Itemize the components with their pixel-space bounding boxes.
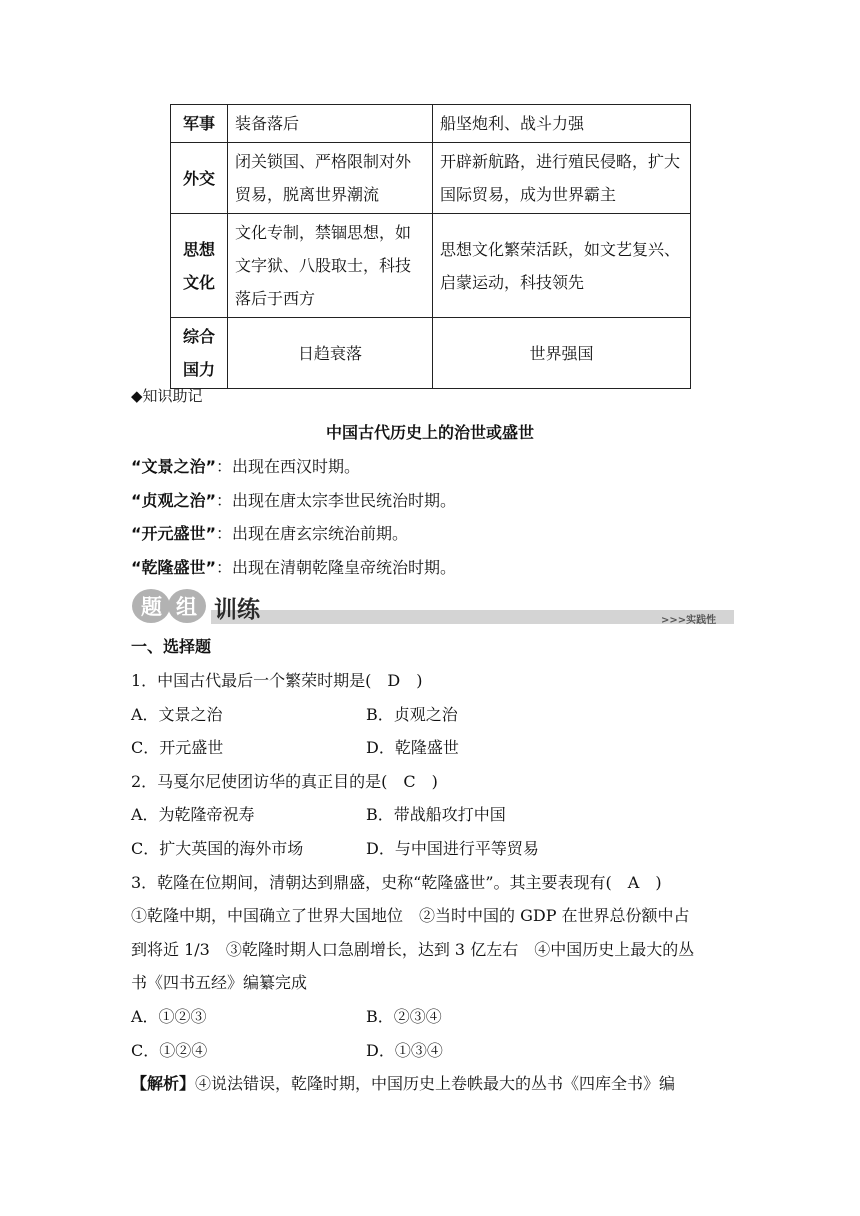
section-title: 一、选择题 (131, 637, 212, 656)
question-3-line: 书《四书五经》编纂完成 (131, 973, 308, 992)
table-cell: 思想文化繁荣活跃，如文艺复兴、启蒙运动，科技领先 (433, 214, 691, 318)
option-c: C．扩大英国的海外市场 (131, 839, 304, 858)
table-cell: 开辟新航路，进行殖民侵略，扩大国际贸易，成为世界霸主 (433, 143, 691, 214)
analysis (131, 1071, 675, 1094)
option-b: B．贞观之治 (366, 705, 458, 724)
era-desc: ：出现在唐玄宗统治前期。 (216, 524, 409, 543)
question-3-line: ①乾隆中期，中国确立了世界大国地位 ②当时中国的 GDP 在世界总份额中占 (131, 906, 690, 925)
list-item (131, 521, 408, 544)
option-d: D．与中国进行平等贸易 (366, 839, 539, 858)
table-cell: 文化专制，禁锢思想，如文字狱、八股取士，科技落后于西方 (228, 214, 433, 318)
option-c: C．开元盛世 (131, 738, 224, 757)
list-item (131, 488, 456, 511)
table-row (171, 214, 691, 318)
option-b: B．带战船攻打中国 (366, 805, 506, 824)
option-d: D．乾隆盛世 (366, 738, 459, 757)
row-header: 军事 (171, 105, 228, 143)
question-1-stem: 1．中国古代最后一个繁荣时期是( D ) (131, 671, 423, 690)
option-a: A．文景之治 (131, 705, 223, 724)
era-name: “文景之治” (131, 457, 217, 476)
table-row (171, 318, 691, 389)
era-desc: ：出现在唐太宗李世民统治时期。 (216, 491, 457, 510)
table-cell: 船坚炮利、战斗力强 (433, 105, 691, 143)
banner-char-2: 组 (176, 595, 197, 619)
banner-tag: >>>实践性 (661, 615, 717, 626)
era-name: “乾隆盛世” (131, 558, 217, 577)
table-row (171, 143, 691, 214)
list-item (131, 555, 456, 578)
era-desc: ：出现在清朝乾隆皇帝统治时期。 (216, 558, 457, 577)
banner-title: 训练 (214, 597, 260, 623)
table-row (171, 105, 691, 143)
question-2-stem: 2．马戛尔尼使团访华的真正目的是( C ) (131, 772, 438, 791)
comparison-table (170, 104, 691, 389)
question-3-stem: 3．乾隆在位期间，清朝达到鼎盛，史称“乾隆盛世”。其主要表现有( A ) (131, 873, 662, 892)
row-header: 思想文化 (171, 214, 228, 318)
option-c: C．①②④ (131, 1041, 208, 1060)
analysis-label: 【解析】 (131, 1074, 196, 1093)
table-cell: 装备落后 (228, 105, 433, 143)
era-name: “开元盛世” (131, 524, 217, 543)
option-a: A．为乾隆帝祝寿 (131, 805, 255, 824)
list-item (131, 454, 360, 477)
row-header: 外交 (171, 143, 228, 214)
section-banner (131, 588, 734, 624)
knowledge-title: 中国古代历史上的治世或盛世 (325, 423, 534, 442)
knowledge-marker: ◆知识助记 (131, 387, 203, 405)
table-cell: 世界强国 (433, 318, 691, 389)
banner-char-1: 题 (141, 595, 162, 619)
era-name: “贞观之治” (131, 491, 217, 510)
question-3-line: 到将近 1/3 ③乾隆时期人口急剧增长，达到 3 亿左右 ④中国历史上最大的丛 (131, 940, 695, 959)
option-d: D．①③④ (366, 1041, 443, 1060)
option-b: B．②③④ (366, 1007, 442, 1026)
row-header: 综合国力 (171, 318, 228, 389)
option-a: A．①②③ (131, 1007, 207, 1026)
table-cell: 闭关锁国、严格限制对外贸易，脱离世界潮流 (228, 143, 433, 214)
analysis-text: ④说法错误，乾隆时期，中国历史上卷帙最大的丛书《四库全书》编 (195, 1074, 676, 1093)
table-cell: 日趋衰落 (228, 318, 433, 389)
era-desc: ：出现在西汉时期。 (216, 457, 361, 476)
